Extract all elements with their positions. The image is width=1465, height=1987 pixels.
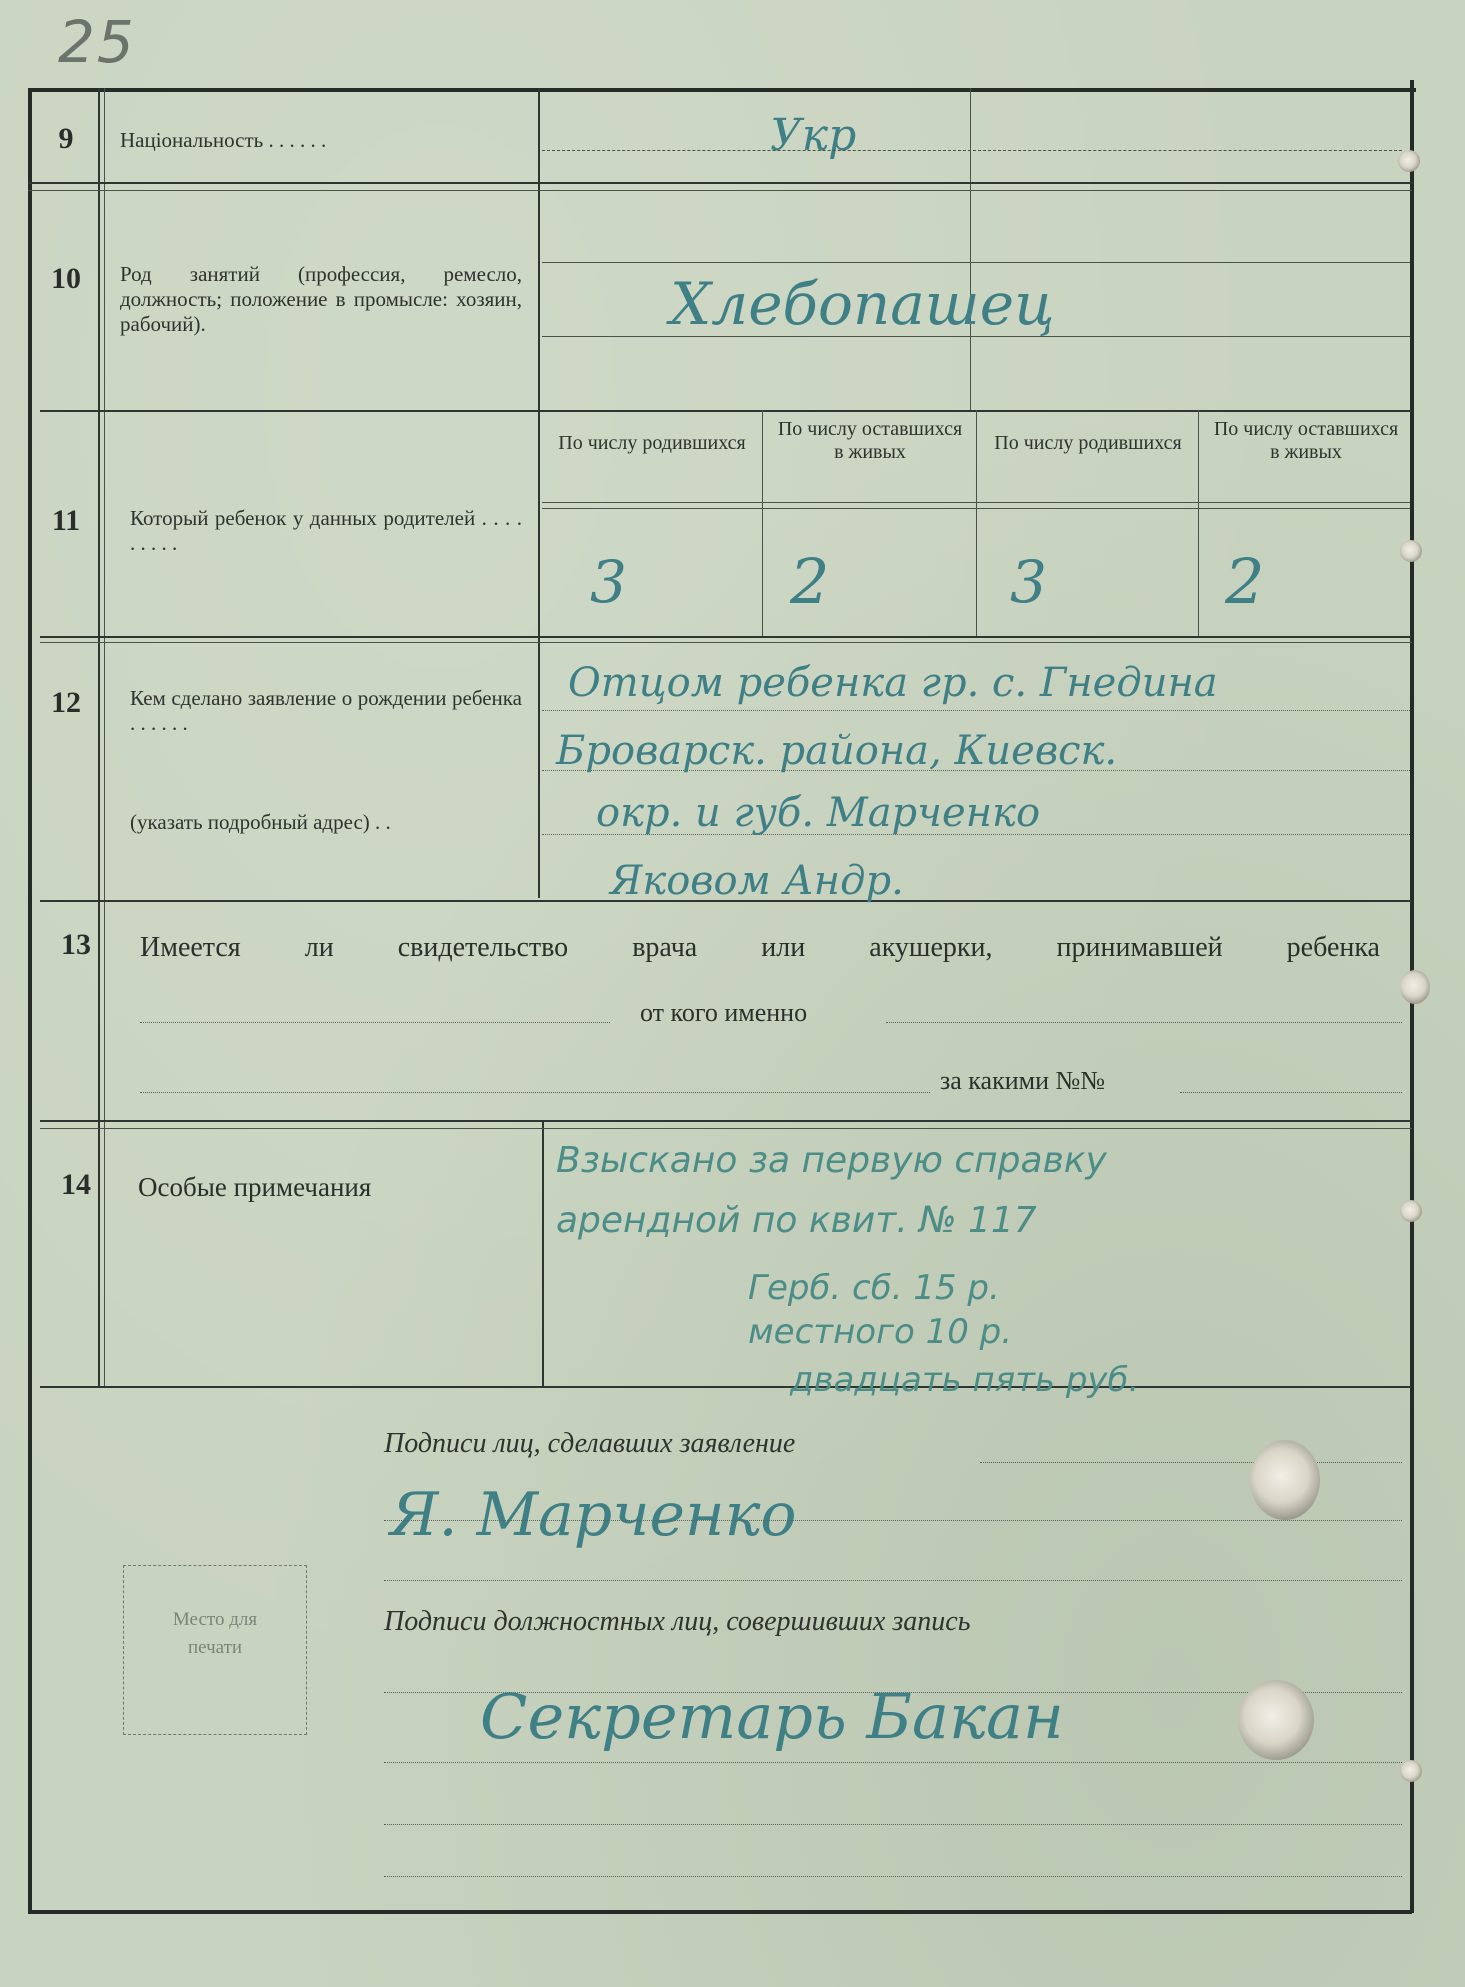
frame-bottom (28, 1910, 1412, 1914)
binding-hole (1400, 970, 1430, 1004)
col-born-1: По числу родившихся (558, 432, 746, 454)
binding-hole (1400, 540, 1422, 562)
row-12-line-1: Отцом ребенка гр. с. Гнедина (568, 660, 1218, 706)
row-13-question: Имеется ли свидетельство врача или акушерки, принимавшей ребенка (140, 932, 1380, 963)
seal-place (123, 1565, 307, 1735)
row-9-value: Укр (770, 110, 857, 161)
official-signature: Секретарь Бакан (480, 1680, 1064, 1753)
label-column-line (538, 88, 540, 898)
row-11-label: Который ребенок у данных родителей . . . . . . . . . (130, 506, 522, 555)
binding-hole (1250, 1440, 1320, 1520)
col-alive-1: По числу оставшихся в живых (777, 418, 963, 463)
value-born-1: 3 (590, 548, 627, 616)
binding-hole (1400, 1200, 1422, 1222)
row-10-value: Хлебопашец (670, 270, 1055, 338)
row-12-line-3: окр. и губ. Марченко (596, 790, 1041, 836)
row-9-label: Національность . . . . . . (120, 128, 327, 152)
row-14-number: 14 (61, 1168, 91, 1201)
col-alive-2: По числу оставшихся в живых (1213, 418, 1399, 463)
row-14-line-4: местного 10 р. (748, 1312, 1013, 1352)
row-11-number: 11 (51, 504, 81, 537)
row-10-label: Род занятий (профессия, ремесло, должность; положение в промысле: хозяин, рабочий). (120, 262, 522, 336)
row-13-number: 13 (61, 928, 91, 961)
frame-left (28, 88, 32, 1913)
row-14-line-1: Взыскано за первую справку (556, 1140, 1107, 1181)
seal-place-line-1: Место для (172, 1609, 258, 1630)
value-alive-1: 2 (790, 545, 830, 618)
row-13-from-whom: от кого именно (640, 998, 808, 1027)
binding-hole (1398, 150, 1420, 172)
row-13-numbers: за какими №№ (940, 1066, 1106, 1095)
value-born-2: 3 (1010, 548, 1047, 616)
corner-number: 25 (58, 8, 136, 76)
row-10-number: 10 (51, 262, 81, 295)
binding-hole (1400, 1760, 1422, 1782)
row-14-line-5: двадцать пять руб. (790, 1360, 1140, 1400)
row-12-sublabel: (указать подробный адрес) . . (130, 810, 391, 834)
row-14-line-2: арендной по квит. № 117 (556, 1200, 1037, 1241)
col-born-2: По числу родившихся (994, 432, 1182, 454)
row-12-line-2: Броварск. района, Киевск. (556, 728, 1118, 774)
applicants-signature-label: Подписи лиц, сделавших заявление (384, 1428, 796, 1459)
binding-hole (1238, 1680, 1314, 1760)
row-9-number: 9 (58, 122, 74, 155)
value-alive-2: 2 (1225, 545, 1265, 618)
row-14-line-3: Герб. сб. 15 р. (748, 1268, 1000, 1308)
row-12-line-4: Яковом Андр. (610, 858, 904, 904)
row-12-number: 12 (51, 686, 81, 719)
row-12-label: Кем сделано заявление о рождении ребенка . . . . . . (130, 686, 522, 735)
seal-place-line-2: печати (187, 1637, 243, 1658)
row-14-label: Особые примечания (138, 1172, 372, 1202)
officials-signature-label: Подписи должностных лиц, совершивших запись (384, 1606, 971, 1637)
frame-top (28, 88, 1416, 92)
applicant-signature: Я. Марченко (390, 1480, 797, 1550)
